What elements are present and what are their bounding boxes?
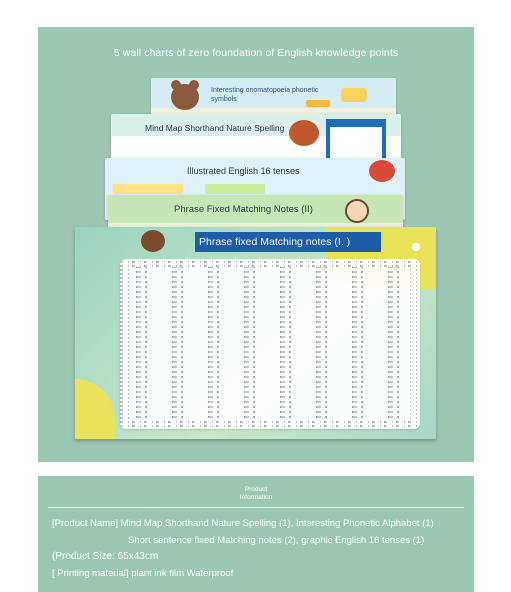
divider: [48, 507, 464, 508]
poster-title: Interesting onomatopoeia phonetic symbols: [211, 87, 319, 103]
section-strip: [205, 184, 265, 194]
bear-illustration-icon: [141, 230, 165, 252]
info-heading-line1: Product: [244, 486, 268, 493]
poster-title: Illustrated English 16 tenses: [187, 166, 300, 176]
phrase-table: [120, 259, 420, 429]
info-heading: [38, 486, 474, 502]
bear-illustration-icon: [171, 84, 199, 110]
product-information-panel: [38, 476, 474, 592]
yellow-decoration: [75, 379, 115, 439]
squirrel-illustration-icon: [289, 120, 319, 146]
product-size: (Product Size: 65x43cm: [52, 551, 159, 562]
tag-decoration: [306, 100, 330, 107]
info-heading-line2: Information: [239, 494, 273, 501]
headline: 5 wall charts of zero foundation of English knowledge points: [113, 47, 399, 59]
poster-phrase-1: [75, 227, 436, 439]
printing-material: [ Printing material] plant ink film Waterproof: [52, 568, 234, 579]
flower-icon: [412, 243, 420, 251]
section-strip: [113, 184, 183, 194]
speech-bubble-icon: [341, 88, 367, 102]
fruit-illustration-icon: [369, 160, 395, 182]
poster-title: Phrase Fixed Matching Notes (II): [174, 204, 313, 215]
poster-title: Phrase fixed Matching notes (I. ): [199, 236, 351, 248]
product-name-line2: Short sentence fixed Matching notes (2), graphic English 16 tenses (1): [128, 535, 425, 546]
product-image-panel: [38, 27, 474, 462]
girl-illustration-icon: [345, 199, 369, 223]
poster-title: Mind Map Shorthand Nature Spelling: [145, 123, 285, 133]
product-name-line1: [Product Name] Mind Map Shorthand Nature Spelling (1), Interesting Phonetic Alphabet (1): [52, 518, 434, 529]
